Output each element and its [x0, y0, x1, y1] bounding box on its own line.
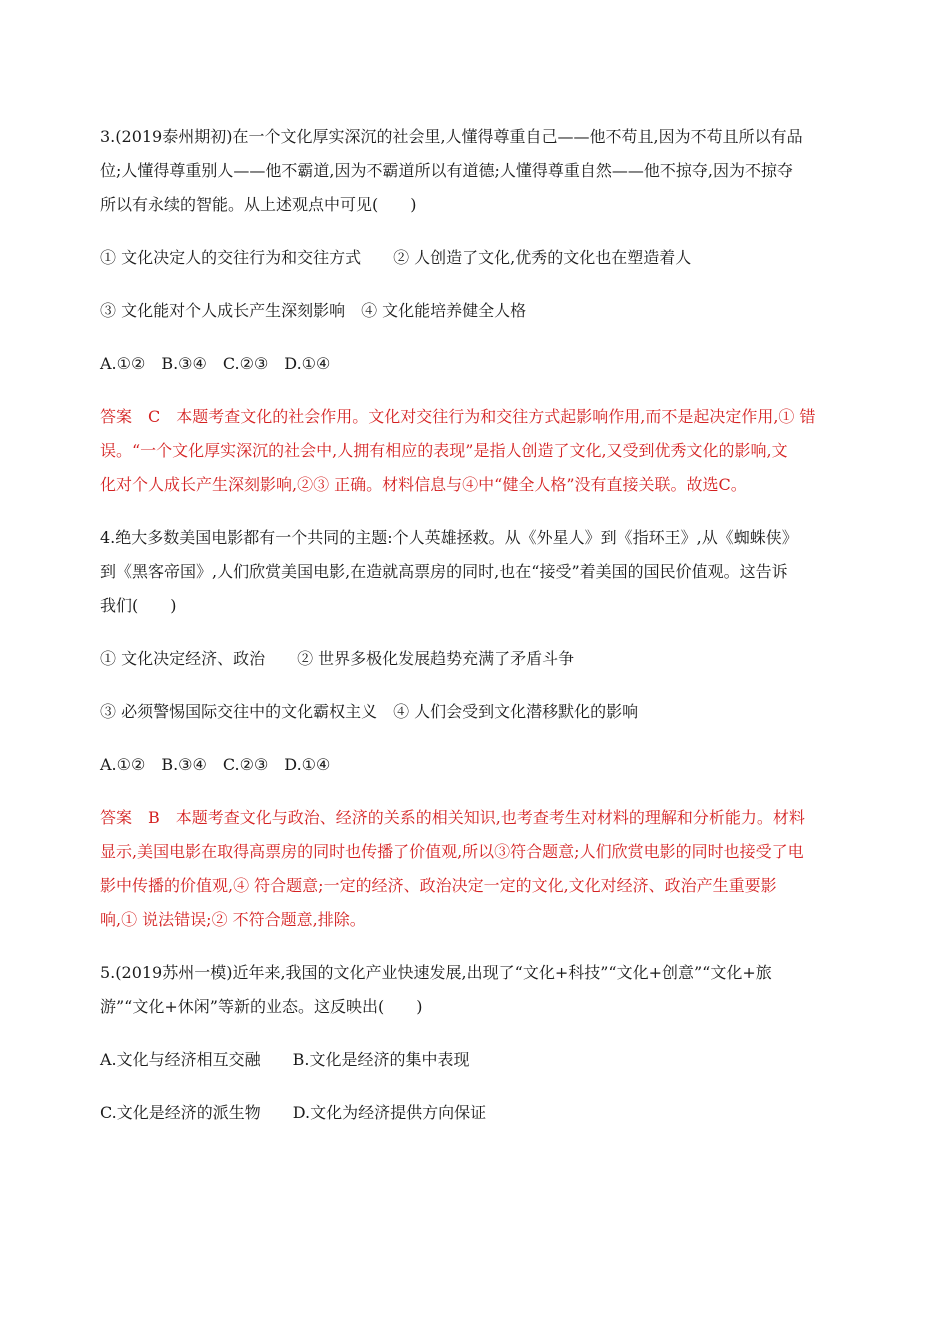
question-3-stem-line-2: 位;人懂得尊重别人——他不霸道,因为不霸道所以有道德;人懂得尊重自然——他不掠夺,因为不掠夺 [100, 161, 793, 180]
question-4-stem-line-3: 我们( ) [100, 596, 177, 615]
question-4-answer-line-1: 答案 B 本题考查文化与政治、经济的关系的相关知识,也考查考生对材料的理解和分析能力。材料 [100, 808, 805, 827]
question-3-statements-3-4: ③ 文化能对个人成长产生深刻影响 ④ 文化能培养健全人格 [100, 301, 527, 320]
question-4-statements-1-2: ① 文化决定经济、政治 ② 世界多极化发展趋势充满了矛盾斗争 [100, 649, 575, 668]
document-page [100, 120, 850, 1130]
question-4-answer [100, 801, 850, 937]
question-3-stem-line-3: 所以有永续的智能。从上述观点中可见( ) [100, 195, 417, 214]
question-5-stem-line-2: 游”“文化+休闲”等新的业态。这反映出( ) [100, 997, 423, 1016]
question-3-statements-1-2: ① 文化决定人的交往行为和交往方式 ② 人创造了文化,优秀的文化也在塑造着人 [100, 248, 692, 267]
question-4-answer-line-3: 影中传播的价值观,④ 符合题意;一定的经济、政治决定一定的文化,文化对经济、政治产生重要影 [100, 876, 777, 895]
question-4-stem-line-2: 到《黑客帝国》,人们欣赏美国电影,在造就高票房的同时,也在“接受”着美国的国民价值观。这告诉 [100, 562, 788, 581]
question-4-stem-line-1: 4.绝大多数美国电影都有一个共同的主题:个人英雄拯救。从《外星人》到《指环王》,从《蜘蛛侠》 [100, 528, 798, 547]
question-3 [100, 120, 850, 502]
question-4-choices: A.①② B.③④ C.②③ D.①④ [100, 755, 331, 774]
question-3-answer-line-2: 误。“一个文化厚实深沉的社会中,人拥有相应的表现”是指人创造了文化,又受到优秀文化的影响,文 [100, 441, 788, 460]
question-4-answer-line-4: 响,① 说法错误;② 不符合题意,排除。 [100, 910, 366, 929]
question-3-answer-line-1: 答案 C 本题考查文化的社会作用。文化对交往行为和交往方式起影响作用,而不是起决定作用,① 错 [100, 407, 816, 426]
question-4-answer-line-2: 显示,美国电影在取得高票房的同时也传播了价值观,所以③符合题意;人们欣赏电影的同时也接受了电 [100, 842, 804, 861]
question-3-answer [100, 400, 850, 502]
question-4-statements-3-4: ③ 必须警惕国际交往中的文化霸权主义 ④ 人们会受到文化潜移默化的影响 [100, 702, 639, 721]
question-4 [100, 521, 850, 937]
question-5-stem-line-1: 5.(2019苏州一模)近年来,我国的文化产业快速发展,出现了“文化+科技”“文化+创意”“文化+旅 [100, 963, 772, 982]
question-3-stem-line-1: 3.(2019泰州期初)在一个文化厚实深沉的社会里,人懂得尊重自己——他不苟且,因为不苟且所以有品 [100, 127, 803, 146]
question-5 [100, 956, 850, 1130]
question-3-choices: A.①② B.③④ C.②③ D.①④ [100, 354, 331, 373]
question-5-choices-c-d: C.文化是经济的派生物 D.文化为经济提供方向保证 [100, 1103, 487, 1122]
question-5-choices-a-b: A.文化与经济相互交融 B.文化是经济的集中表现 [100, 1050, 470, 1069]
question-3-answer-line-3: 化对个人成长产生深刻影响,②③ 正确。材料信息与④中“健全人格”没有直接关联。故选C。 [100, 475, 747, 494]
